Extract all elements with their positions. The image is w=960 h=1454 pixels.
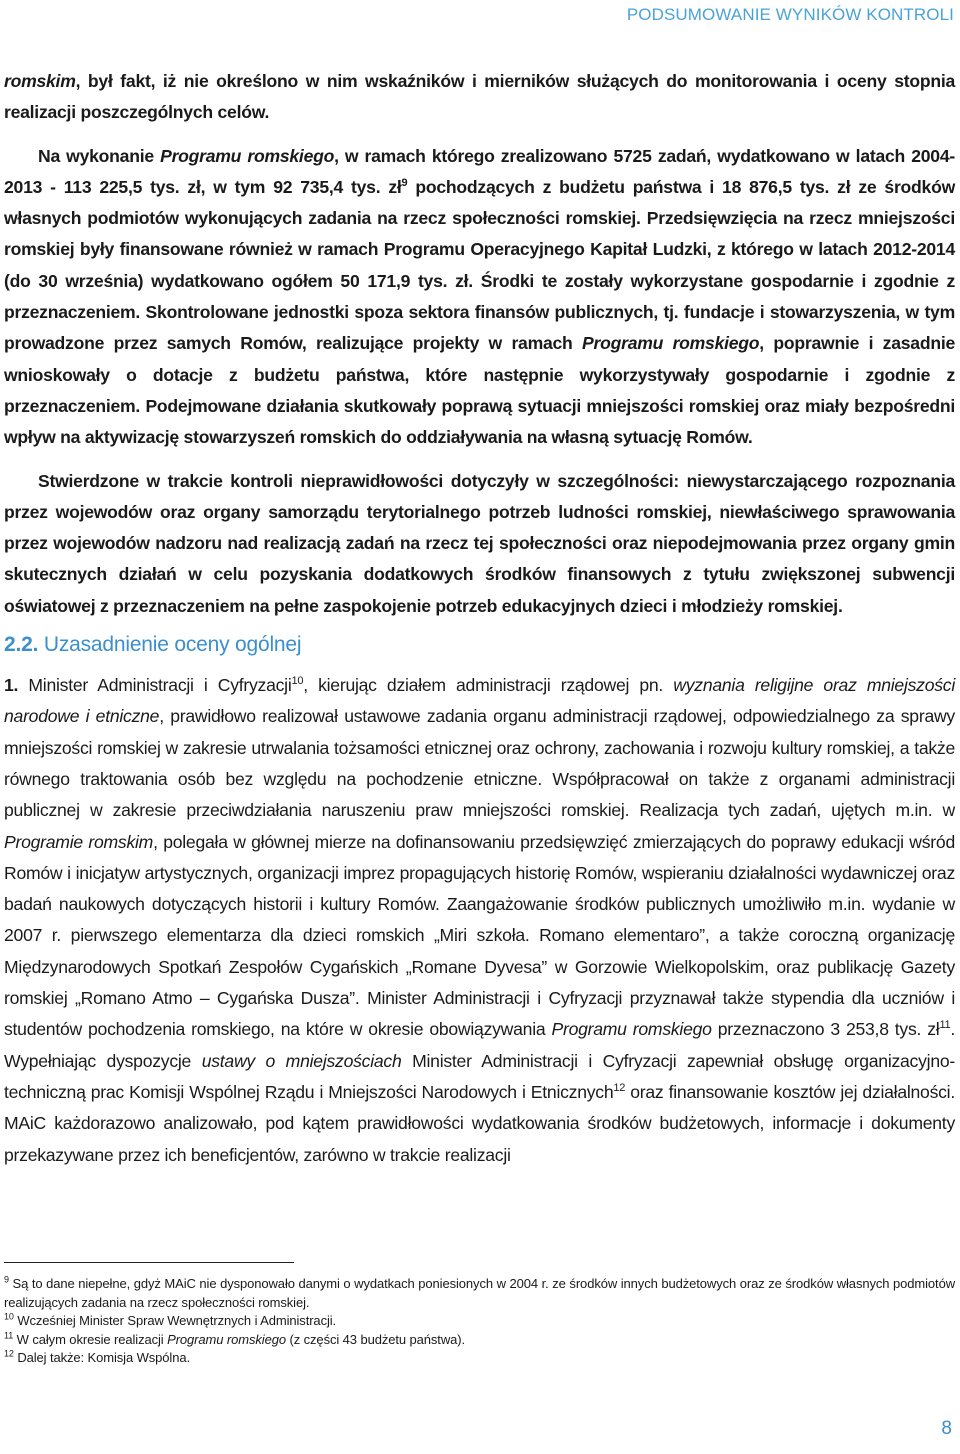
italic-text: romskim: [4, 71, 76, 91]
paragraph-2: [4, 141, 955, 454]
footnote-11: [4, 1331, 955, 1350]
document-body: [4, 66, 955, 1171]
running-header: PODSUMOWANIE WYNIKÓW KONTROLI: [626, 5, 954, 24]
text: , poprawnie i zasadnie wnioskowały o dotacje z budżetu państwa, które następnie wykorzystywały gospodarnie i zgodnie z przeznaczeniem.: [4, 333, 955, 416]
footnote-text: Wcześniej Minister Spraw Wewnętrznych i Administracji.: [13, 1313, 337, 1329]
text: Podejmowane działania skutkowały poprawą sytuacji mniejszości romskiej oraz miały bezpośredni wpływ na aktywizację stowarzyszeń romskich do oddziaływania na własną sytuację Romów.: [4, 395, 955, 448]
text: pochodzących z budżetu państwa i 18 876,5 tys. zł ze środków własnych podmiotów wykonujących zadania na rzecz społeczności romskiej.: [4, 176, 956, 229]
italic-text: Programu romskiego: [167, 1331, 286, 1347]
footnote-ref-11[interactable]: 11: [939, 1019, 951, 1032]
text: Minister Administracji i Cyfryzacji: [18, 675, 292, 696]
section-heading: [4, 630, 955, 660]
footnote-mark: 10: [4, 1311, 14, 1322]
text: Skontrolowane jednostki spoza sektora finansów publicznych, tj. fundacje i stowarzyszenia, w tym prowadzone przez samych Romów, realizujące projekty w ramach: [4, 302, 955, 354]
text: , kierując działem administracji rządowej pn.: [303, 675, 674, 696]
footnote-mark: 9: [4, 1274, 9, 1285]
paragraph-3: Stwierdzone w trakcie kontroli nieprawidłowości dotyczyły w szczególności: niewystarczającego rozpoznania przez wojewodów oraz organy samorządu terytorialnego potrzeb ludności romskiej, niewłaściwego sprawowania przez wojewodów nadzoru nad realizacją zadań na rzecz tej społeczności oraz niepodejmowania przez organy gmin skutecznych działań w celu pozyskania dodatkowych środków finansowych z tytułu zwiększonej subwencji oświatowej z przeznaczeniem na pełne zaspokojenie potrzeb edukacyjnych dzieci i młodzieży romskiej.: [4, 470, 955, 616]
section-number: 2.2.: [4, 633, 39, 657]
footnote-12: [4, 1349, 955, 1368]
footnote-ref-10[interactable]: 10: [291, 675, 304, 688]
italic-text: Programie romskim: [4, 831, 154, 852]
italic-text: wyznania religijne oraz mniejszości narodowe i etniczne: [4, 675, 956, 727]
italic-text: ustawy o mniejszościach: [201, 1050, 402, 1071]
italic-text: Programu romskiego: [551, 1019, 712, 1040]
italic-text: Programu romskiego: [160, 145, 335, 166]
text: . Wypełniając dyspozycje: [4, 1019, 955, 1071]
footnote-10: [4, 1312, 955, 1331]
footnote-mark: 11: [4, 1330, 14, 1341]
footnote-mark: 12: [4, 1349, 14, 1360]
footnotes: [4, 1275, 955, 1368]
footnote-text: Są to dane niepełne, gdyż MAiC nie dysponowało danymi o wydatkach poniesionych w 2004 r. ze środków innych budżetowych oraz ze środków własnych podmiotów realizujących zadania na rzecz społeczności romskiej.: [4, 1276, 955, 1310]
footnote-ref-12[interactable]: 12: [613, 1082, 626, 1095]
footnote-9: [4, 1275, 955, 1312]
footnote-text: W całym okresie realizacji: [13, 1331, 168, 1347]
text: Przedsięwzięcia na rzecz mniejszości romskiej były finansowane również w ramach Programu Operacyjnego Kapitał Ludzki, z którego w latach 2012-2014 (do 30 września) wydatkowano ogółem 50 171,9 tys. zł.: [4, 208, 955, 291]
footnote-ref-9[interactable]: 9: [401, 177, 408, 190]
text: , był fakt, iż nie określono w nim wskaźników i mierników służących do monitorowania i oceny stopnia realizacji poszczególnych celów.: [4, 71, 955, 123]
text: przeznaczono 3 253,8 tys. zł: [711, 1019, 940, 1040]
text: , polegała w głównej mierze na dofinansowaniu przedsięwzięć zmierzających do poprawy edukacji wśród Romów i inicjatyw artystycznych, organizacji imprez propagujących historię Romów, wspieraniu działalności wydawniczej oraz badań naukowych dotyczących historii i kultury Romów. Zaangażowanie środków publicznych umożliwiło m.in. wydanie w 2007 r. pierwszego elementarza dla dzieci romskich „Miri szkoła. Romano elementaro”, a także coroczną organizację Międzynarodowych Spotkań Zespołów Cygańskich „Romane Dyvesa” w Gorzowie Wielkopolskim, oraz publikację Gazety romskiej „Romano Atmo – Cygańska Dusza”. Minister Administracji i Cyfryzacji przyznawał także stypendia dla uczniów i studentów pochodzenia romskiego, na które w okresie obowiązywania: [4, 831, 955, 1040]
footnote-text: Dalej także: Komisja Wspólna.: [13, 1350, 190, 1366]
footnote-text: (z części 43 budżetu państwa).: [285, 1331, 465, 1347]
text: Środki te zostały wykorzystane gospodarnie i zgodnie z przeznaczeniem.: [4, 270, 956, 323]
text: , w ramach którego zrealizowano 5725 zadań, wydatkowano w latach 2004-2013 - 113 225,5 tys. zł, w tym 92 735,4 tys. zł: [4, 145, 955, 197]
text: oraz finansowanie kosztów jej działalności. MAiC każdorazowo analizowało, pod kątem prawidłowości wydatkowania środków budżetowych, informacje i dokumenty przekazywane przez ich beneficjentów, zarówno w trakcie realizacji: [4, 1081, 955, 1165]
list-number: 1.: [4, 675, 19, 696]
text: Na wykonanie: [38, 145, 161, 166]
footnote-separator: [4, 1262, 294, 1263]
section-title: Uzasadnienie oceny ogólnej: [38, 633, 302, 657]
text: , prawidłowo realizował ustawowe zadania organu administracji rządowej, odpowiedzialnego za sprawy mniejszości romskiej w zakresie utrwalania tożsamości etnicznej oraz ochrony, zachowania i rozwoju kultury romskiej, a także równego traktowania osób bez względu na pochodzenie etniczne. Współpracował on także z organami administracji publicznej w zakresie przeciwdziałania naruszeniu praw mniejszości romskiej. Realizacja tych zadań, ujętych m.in. w: [4, 706, 955, 821]
page-number: 8: [941, 1418, 952, 1439]
paragraph-4: [4, 670, 955, 1171]
italic-text: Programu romskiego: [582, 333, 760, 354]
paragraph-1: [4, 66, 955, 129]
text: Minister Administracji i Cyfryzacji zapewniał obsługę organizacyjno-techniczną prac Komisji Wspólnej Rządu i Mniejszości Narodowych i Etnicznych: [4, 1050, 955, 1102]
